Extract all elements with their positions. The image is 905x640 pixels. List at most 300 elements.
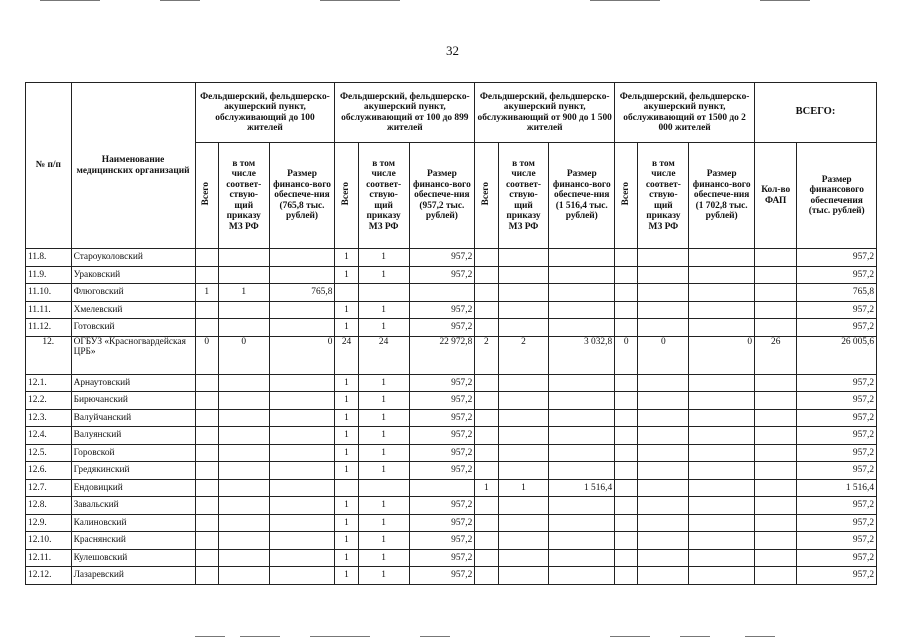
table-cell: 1: [358, 249, 409, 267]
table-row: [26, 392, 877, 410]
table-cell: 24: [358, 336, 409, 374]
table-cell: 957,2: [409, 249, 475, 267]
table-cell: 957,2: [797, 427, 877, 445]
table-cell: [689, 284, 755, 302]
table-cell: [195, 409, 218, 427]
table-cell: [755, 374, 797, 392]
table-cell: 1: [335, 444, 358, 462]
row-number: 12.6.: [26, 462, 72, 480]
header-group-total: ВСЕГО:: [755, 83, 877, 143]
table-cell: 957,2: [797, 301, 877, 319]
table-cell: [269, 319, 335, 337]
table-cell: [638, 532, 689, 550]
table-cell: 1: [358, 319, 409, 337]
table-cell: 1: [358, 266, 409, 284]
header-row-groups: [26, 83, 877, 143]
table-cell: 1: [358, 549, 409, 567]
table-cell: [549, 284, 615, 302]
table-cell: [498, 427, 549, 445]
table-cell: [498, 392, 549, 410]
table-cell: 957,2: [797, 319, 877, 337]
table-row: [26, 462, 877, 480]
table-cell: 957,2: [409, 462, 475, 480]
table-cell: [218, 444, 269, 462]
table-cell: [269, 444, 335, 462]
table-row: [26, 479, 877, 497]
table-row: [26, 514, 877, 532]
table-cell: 957,2: [409, 532, 475, 550]
row-number: 11.8.: [26, 249, 72, 267]
table-cell: [549, 301, 615, 319]
table-cell: [335, 284, 358, 302]
table-cell: 1: [335, 532, 358, 550]
organization-name: Гредякинский: [71, 462, 195, 480]
table-cell: [498, 301, 549, 319]
table-cell: [195, 532, 218, 550]
table-cell: 1: [358, 462, 409, 480]
header-sub-incl: в том числе соответ-ствую-щий приказу МЗ РФ: [358, 143, 409, 249]
table-cell: [475, 301, 498, 319]
table-cell: [638, 479, 689, 497]
organization-name: Валуянский: [71, 427, 195, 445]
table-cell: 1: [358, 427, 409, 445]
table-cell: [218, 462, 269, 480]
row-number: 12.3.: [26, 409, 72, 427]
table-cell: [689, 514, 755, 532]
organization-name: Лазаревский: [71, 567, 195, 585]
organization-name: Бирючанский: [71, 392, 195, 410]
table-cell: [475, 514, 498, 532]
table-cell: 3 032,8: [549, 336, 615, 374]
table-cell: [475, 532, 498, 550]
table-cell: 957,2: [409, 427, 475, 445]
table-cell: 1: [195, 284, 218, 302]
table-cell: [755, 301, 797, 319]
table-cell: [638, 284, 689, 302]
table-row: [26, 319, 877, 337]
table-row: [26, 497, 877, 515]
table-cell: [475, 284, 498, 302]
table-cell: 957,2: [409, 497, 475, 515]
table-cell: [218, 532, 269, 550]
table-cell: 957,2: [409, 567, 475, 585]
table-cell: 1: [335, 266, 358, 284]
table-cell: [689, 549, 755, 567]
table-cell: [195, 249, 218, 267]
table-cell: [475, 444, 498, 462]
table-cell: [269, 249, 335, 267]
table-cell: [549, 444, 615, 462]
table-row: [26, 427, 877, 445]
table-cell: [269, 479, 335, 497]
header-num: № п/п: [26, 83, 72, 249]
table-cell: 1: [335, 301, 358, 319]
table-cell: [755, 444, 797, 462]
table-cell: [549, 266, 615, 284]
table-cell: [195, 497, 218, 515]
table-cell: 0: [195, 336, 218, 374]
table-row: [26, 409, 877, 427]
row-number: 12.5.: [26, 444, 72, 462]
table-cell: [475, 392, 498, 410]
table-cell: 22 972,8: [409, 336, 475, 374]
table-cell: [689, 532, 755, 550]
table-cell: 957,2: [797, 374, 877, 392]
table-cell: [549, 532, 615, 550]
organization-name: Ураковский: [71, 266, 195, 284]
organization-name: Флюговский: [71, 284, 195, 302]
table-cell: [195, 514, 218, 532]
table-cell: 1: [335, 374, 358, 392]
table-cell: [549, 497, 615, 515]
table-cell: [615, 374, 638, 392]
table-cell: [615, 392, 638, 410]
table-cell: [615, 497, 638, 515]
table-cell: [755, 497, 797, 515]
table-cell: 765,8: [797, 284, 877, 302]
table-cell: [218, 549, 269, 567]
table-cell: 957,2: [797, 567, 877, 585]
table-cell: 957,2: [797, 249, 877, 267]
table-cell: [689, 374, 755, 392]
header-sub-incl: в том числе соответ-ствую-щий приказу МЗ РФ: [218, 143, 269, 249]
table-cell: [218, 567, 269, 585]
table-cell: [549, 514, 615, 532]
header-group-4: Фельдшерский, фельдшерско-акушерский пункт, обслуживающий от 1500 до 2 000 жителей: [615, 83, 755, 143]
table-cell: [475, 462, 498, 480]
table-cell: [755, 532, 797, 550]
table-cell: [615, 427, 638, 445]
table-cell: 1: [358, 409, 409, 427]
table-cell: [638, 249, 689, 267]
table-cell: 1: [335, 497, 358, 515]
table-cell: [615, 409, 638, 427]
table-cell: [638, 462, 689, 480]
page-number: 32: [446, 43, 459, 58]
table-cell: [755, 409, 797, 427]
table-cell: 957,2: [797, 266, 877, 284]
table-cell: [755, 284, 797, 302]
table-cell: [498, 409, 549, 427]
organization-name: Готовский: [71, 319, 195, 337]
table-cell: 957,2: [409, 444, 475, 462]
table-cell: 1: [335, 249, 358, 267]
table-cell: 1: [358, 392, 409, 410]
table-cell: [638, 427, 689, 445]
table-cell: [269, 532, 335, 550]
table-cell: [615, 249, 638, 267]
table-cell: 0: [269, 336, 335, 374]
table-cell: 957,2: [409, 374, 475, 392]
row-number: 12.: [26, 336, 72, 374]
row-number: 12.10.: [26, 532, 72, 550]
table-cell: [269, 514, 335, 532]
table-cell: [689, 444, 755, 462]
table-cell: [615, 514, 638, 532]
table-cell: [475, 249, 498, 267]
row-number: 12.8.: [26, 497, 72, 515]
table-cell: [549, 409, 615, 427]
row-number: 12.1.: [26, 374, 72, 392]
header-sub-total: Всего: [335, 143, 358, 249]
table-cell: [218, 479, 269, 497]
table-cell: [475, 427, 498, 445]
table-cell: 1: [498, 479, 549, 497]
table-cell: [615, 479, 638, 497]
table-row: [26, 301, 877, 319]
organization-name: Ендовицкий: [71, 479, 195, 497]
table-cell: [498, 266, 549, 284]
table-cell: [498, 532, 549, 550]
table-cell: 1: [218, 284, 269, 302]
table-row: [26, 249, 877, 267]
header-sub-size: Размер финансо-вого обеспече-ния (957,2 тыс. рублей): [409, 143, 475, 249]
header-group-3: Фельдшерский, фельдшерско-акушерский пункт, обслуживающий от 900 до 1 500 жителей: [475, 83, 615, 143]
table-cell: 1: [335, 549, 358, 567]
table-cell: [755, 567, 797, 585]
table-cell: [689, 497, 755, 515]
table-cell: [498, 549, 549, 567]
table-cell: [218, 514, 269, 532]
table-cell: [615, 567, 638, 585]
header-sub-incl: в том числе соответ-ствую-щий приказу МЗ РФ: [498, 143, 549, 249]
table-row: [26, 374, 877, 392]
table-cell: [689, 479, 755, 497]
table-row: [26, 549, 877, 567]
table-cell: [269, 567, 335, 585]
table-cell: [615, 319, 638, 337]
table-cell: 957,2: [797, 514, 877, 532]
table-cell: [638, 497, 689, 515]
row-number: 11.12.: [26, 319, 72, 337]
table-cell: 1 516,4: [549, 479, 615, 497]
table-cell: [409, 284, 475, 302]
table-cell: [195, 374, 218, 392]
top-scan-lines: [0, 0, 905, 2]
table-cell: [549, 549, 615, 567]
table-cell: 0: [615, 336, 638, 374]
table-cell: [195, 567, 218, 585]
table-cell: [269, 374, 335, 392]
table-cell: [689, 319, 755, 337]
table-row: [26, 567, 877, 585]
financing-table: [25, 82, 877, 585]
table-row: [26, 266, 877, 284]
header-group-2: Фельдшерский, фельдшерско-акушерский пункт, обслуживающий от 100 до 899 жителей: [335, 83, 475, 143]
table-cell: [689, 392, 755, 410]
table-cell: [615, 444, 638, 462]
table-row: [26, 336, 877, 374]
table-cell: [218, 427, 269, 445]
row-number: 12.4.: [26, 427, 72, 445]
bottom-scan-lines: [0, 636, 905, 638]
table-cell: [638, 319, 689, 337]
table-cell: 1: [335, 319, 358, 337]
row-number: 11.9.: [26, 266, 72, 284]
table-cell: [475, 549, 498, 567]
table-cell: [638, 266, 689, 284]
table-cell: 1: [335, 392, 358, 410]
table-cell: 765,8: [269, 284, 335, 302]
table-cell: [269, 549, 335, 567]
table-cell: [689, 427, 755, 445]
table-cell: [498, 444, 549, 462]
table-cell: [269, 497, 335, 515]
table-cell: [615, 462, 638, 480]
table-cell: 1: [358, 301, 409, 319]
table-cell: 957,2: [797, 497, 877, 515]
table-cell: [269, 301, 335, 319]
table-cell: [498, 319, 549, 337]
table-cell: [358, 284, 409, 302]
table-cell: 1: [358, 444, 409, 462]
table-cell: 1: [335, 462, 358, 480]
table-cell: [615, 284, 638, 302]
organization-name: Калиновский: [71, 514, 195, 532]
table-cell: 957,2: [797, 549, 877, 567]
table-cell: 26 005,6: [797, 336, 877, 374]
table-cell: [755, 392, 797, 410]
table-cell: [218, 319, 269, 337]
header-sub-incl: в том числе соответ-ствую-щий приказу МЗ РФ: [638, 143, 689, 249]
header-sub-total: Всего: [615, 143, 638, 249]
table-cell: [498, 514, 549, 532]
organization-name: Хмелевский: [71, 301, 195, 319]
table-cell: 957,2: [797, 392, 877, 410]
table-cell: 0: [638, 336, 689, 374]
table-cell: [498, 462, 549, 480]
table-cell: 957,2: [409, 319, 475, 337]
table-cell: [638, 567, 689, 585]
organization-name: Кулешовский: [71, 549, 195, 567]
table-cell: 1: [358, 514, 409, 532]
row-number: 12.2.: [26, 392, 72, 410]
table-cell: [195, 319, 218, 337]
table-cell: [689, 301, 755, 319]
table-cell: [335, 479, 358, 497]
table-cell: 957,2: [797, 532, 877, 550]
table-cell: [755, 514, 797, 532]
organization-name: Завальский: [71, 497, 195, 515]
table-cell: [195, 479, 218, 497]
table-cell: 1: [335, 567, 358, 585]
table-cell: 1 516,4: [797, 479, 877, 497]
table-cell: [498, 249, 549, 267]
table-cell: [549, 374, 615, 392]
organization-name: Валуйчанский: [71, 409, 195, 427]
table-cell: [498, 284, 549, 302]
table-cell: [218, 392, 269, 410]
table-cell: [549, 567, 615, 585]
table-cell: [615, 532, 638, 550]
table-cell: 957,2: [409, 409, 475, 427]
table-cell: [475, 409, 498, 427]
table-cell: [689, 249, 755, 267]
row-number: 12.12.: [26, 567, 72, 585]
table-cell: 1: [358, 374, 409, 392]
table-cell: 0: [689, 336, 755, 374]
table-cell: [638, 549, 689, 567]
table-cell: [195, 301, 218, 319]
table-cell: 957,2: [409, 266, 475, 284]
organization-name: ОГБУЗ «Красногвардейская ЦРБ»: [71, 336, 195, 374]
table-cell: [498, 567, 549, 585]
table-cell: 1: [335, 514, 358, 532]
row-number: 12.11.: [26, 549, 72, 567]
table-cell: [755, 266, 797, 284]
table-cell: [755, 427, 797, 445]
table-cell: 1: [475, 479, 498, 497]
table-cell: [615, 301, 638, 319]
table-cell: 957,2: [409, 514, 475, 532]
table-cell: [638, 374, 689, 392]
table-cell: [195, 266, 218, 284]
table-cell: [195, 549, 218, 567]
table-cell: [475, 374, 498, 392]
table-cell: [689, 567, 755, 585]
organization-name: Арнаутовский: [71, 374, 195, 392]
table-cell: [689, 462, 755, 480]
table-cell: 957,2: [797, 462, 877, 480]
table-cell: [218, 301, 269, 319]
table-cell: [195, 392, 218, 410]
table-cell: 957,2: [409, 549, 475, 567]
table-cell: 2: [475, 336, 498, 374]
table-cell: [689, 409, 755, 427]
table-cell: [269, 392, 335, 410]
table-cell: [218, 249, 269, 267]
header-total-count: Кол-во ФАП: [755, 143, 797, 249]
table-cell: [498, 497, 549, 515]
organization-name: Горовской: [71, 444, 195, 462]
row-number: 11.10.: [26, 284, 72, 302]
table-cell: [475, 266, 498, 284]
table-cell: [358, 479, 409, 497]
table-cell: [195, 462, 218, 480]
table-cell: [549, 249, 615, 267]
table-cell: [755, 249, 797, 267]
table-cell: [638, 444, 689, 462]
table-cell: [218, 266, 269, 284]
table-cell: 2: [498, 336, 549, 374]
row-number: 11.11.: [26, 301, 72, 319]
header-sub-total: Всего: [475, 143, 498, 249]
table-body: [26, 249, 877, 585]
table-cell: 1: [335, 427, 358, 445]
organization-name: Краснянский: [71, 532, 195, 550]
row-number: 12.9.: [26, 514, 72, 532]
table-cell: 1: [358, 532, 409, 550]
table-cell: [475, 567, 498, 585]
table-cell: [195, 427, 218, 445]
table-cell: [549, 392, 615, 410]
header-name: Наименование медицинских организаций: [71, 83, 195, 249]
table-cell: [689, 266, 755, 284]
table-cell: [615, 266, 638, 284]
table-cell: 0: [218, 336, 269, 374]
table-cell: [269, 462, 335, 480]
table-cell: [615, 549, 638, 567]
table-cell: [498, 374, 549, 392]
table-cell: [638, 409, 689, 427]
table-cell: 957,2: [797, 444, 877, 462]
header-sub-total: Всего: [195, 143, 218, 249]
table-cell: 1: [358, 567, 409, 585]
table-cell: [638, 392, 689, 410]
table-row: [26, 284, 877, 302]
table-cell: [269, 427, 335, 445]
table-cell: [638, 514, 689, 532]
